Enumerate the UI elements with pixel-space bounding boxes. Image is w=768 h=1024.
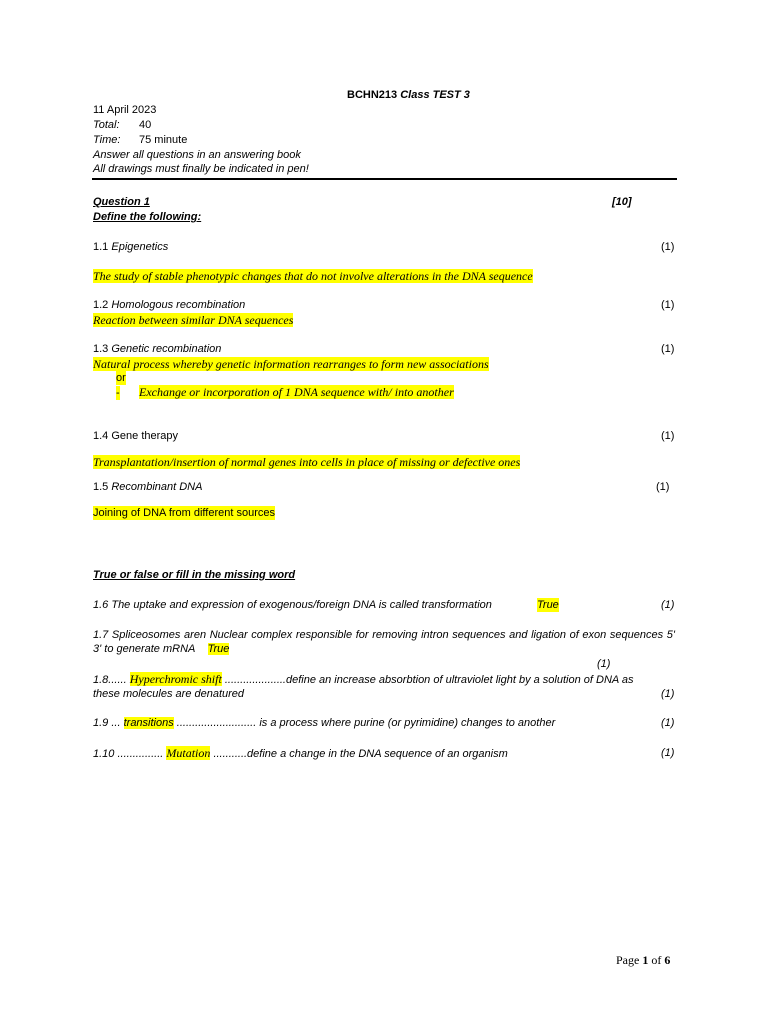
question-1-marks: [10] <box>612 196 632 208</box>
page-total: 6 <box>664 953 671 967</box>
item-1-3-answer: Natural process whereby genetic information rearranges to form new associations <box>93 357 489 371</box>
item-1-8-mark: (1) <box>661 688 675 700</box>
section-2-title: True or false or fill in the missing word <box>93 569 296 581</box>
item-1-5 <box>93 480 202 494</box>
item-1-1-mark: (1) <box>661 241 675 253</box>
item-1-8-pre: 1.8...... <box>93 674 127 686</box>
item-1-8-post: ....................define an increase absorbtion of ultraviolet light by a solution of DNA as <box>224 674 634 686</box>
time-label: Time: <box>93 134 121 146</box>
item-term: Recombinant DNA <box>111 481 203 493</box>
item-1-5-answer: Joining of DNA from different sources <box>93 507 275 519</box>
item-1-1 <box>93 240 168 254</box>
item-1-10 <box>93 746 508 761</box>
item-term: Homologous recombination <box>111 299 246 311</box>
item-1-9-post: .......................... is a process where purine (or pyrimidine) changes to another <box>176 717 556 729</box>
total-label: Total: <box>93 119 120 131</box>
item-1-3-answer-alt: Exchange or incorporation of 1 DNA sequence with/ into another <box>139 385 454 399</box>
item-1-10-answer: Mutation <box>166 746 211 760</box>
item-number: 1.3 <box>93 343 109 355</box>
item-1-6-answer: True <box>537 599 559 611</box>
test-date: 11 April 2023 <box>93 104 157 116</box>
item-number: 1.2 <box>93 299 109 311</box>
item-1-5-mark: (1) <box>656 481 670 493</box>
course-code: BCHN213 <box>347 89 398 101</box>
item-1-8-answer: Hyperchromic shift <box>129 672 222 686</box>
question-1-subtitle: Define the following: <box>93 211 202 223</box>
item-1-7 <box>93 628 675 656</box>
item-1-4 <box>93 429 178 443</box>
item-1-7-mark: (1) <box>597 658 611 670</box>
item-1-10-mark: (1) <box>661 747 675 759</box>
total-value: 40 <box>139 119 152 131</box>
question-1-title: Question 1 <box>93 196 150 208</box>
item-1-9 <box>93 716 555 730</box>
item-1-1-answer: The study of stable phenotypic changes that do not involve alterations in the DNA sequence <box>93 269 533 283</box>
item-1-2-answer: Reaction between similar DNA sequences <box>93 313 294 327</box>
item-1-3-or: or <box>116 372 126 384</box>
test-title <box>347 88 470 102</box>
item-1-9-pre: 1.9 ... <box>93 717 121 729</box>
item-1-9-answer: transitions <box>123 717 174 729</box>
item-number: 1.5 <box>93 481 109 493</box>
item-1-4-answer: Transplantation/insertion of normal genes into cells in place of missing or defective ones <box>93 455 521 469</box>
item-1-3-mark: (1) <box>661 343 675 355</box>
item-1-6-mark: (1) <box>661 599 675 611</box>
item-number: 1.1 <box>93 241 109 253</box>
page-number <box>616 953 670 967</box>
item-1-8 <box>93 672 634 687</box>
item-1-7-answer: True <box>207 643 230 655</box>
page-current: 1 <box>642 953 649 967</box>
test-name: Class TEST 3 <box>400 89 470 101</box>
item-1-6: 1.6 The uptake and expression of exogenous/foreign DNA is called transformation <box>93 599 492 611</box>
item-1-2 <box>93 298 245 312</box>
item-term: Gene therapy <box>111 430 179 442</box>
item-1-2-mark: (1) <box>661 299 675 311</box>
item-1-7-text: 1.7 Spliceosomes aren Nuclear complex responsible for removing intron sequences and ligation of exon sequences 5' 3' to generate mRNA <box>93 629 675 655</box>
item-1-3 <box>93 342 221 356</box>
item-term: Epigenetics <box>111 241 169 253</box>
page-word: Page <box>616 953 640 967</box>
item-number: 1.4 <box>93 430 109 442</box>
item-term: Genetic recombination <box>111 343 222 355</box>
instruction-answer-book: Answer all questions in an answering book <box>93 149 301 161</box>
header-divider <box>92 178 677 180</box>
time-value: 75 minute <box>139 134 188 146</box>
page-of: of <box>651 953 662 967</box>
item-1-10-post: ...........define a change in the DNA sequence of an organism <box>213 748 508 760</box>
item-1-10-pre: 1.10 ............... <box>93 748 164 760</box>
instruction-pen: All drawings must finally be indicated in pen! <box>93 163 309 175</box>
item-1-9-mark: (1) <box>661 717 675 729</box>
item-1-3-dash: - <box>116 387 120 399</box>
item-1-4-mark: (1) <box>661 430 675 442</box>
item-1-8-line2: these molecules are denatured <box>93 688 245 700</box>
